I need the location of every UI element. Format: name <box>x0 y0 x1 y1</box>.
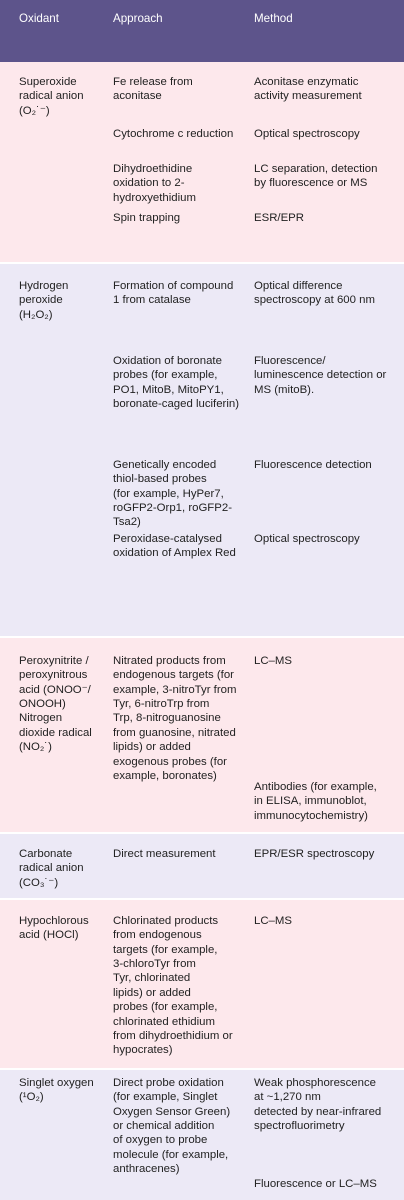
table-header <box>0 0 404 62</box>
header-oxidant: Oxidant <box>19 12 59 25</box>
oxidant-cell: Singlet oxygen (¹O₂) <box>19 1077 94 1104</box>
oxidant-cell: Superoxide radical anion (O₂˙⁻) <box>19 76 84 117</box>
approach-cell: Spin trapping <box>113 212 181 224</box>
header-approach: Approach <box>113 12 163 25</box>
group-superoxide <box>0 62 404 262</box>
oxidant-cell: Peroxynitrite / peroxynitrous acid (ONOO⁻/ ONOOH) Nitrogen dioxide radical (NO₂˙) <box>19 655 92 754</box>
method-cell: Optical difference spectroscopy at 600 nm <box>254 280 375 307</box>
approach-cell: Direct probe oxidation (for example, Singlet Oxygen Sensor Green) or chemical addition of oxygen to probe molecule (for example, anthracenes) <box>113 1077 231 1176</box>
method-cell: LC–MS <box>254 915 292 927</box>
group-singlet-oxygen <box>0 1070 404 1200</box>
group-carbonate <box>0 834 404 898</box>
group-hydrogen-peroxide <box>0 264 404 636</box>
method-cell: ESR/EPR <box>254 212 305 224</box>
approach-cell: Cytochrome c reduction <box>113 128 234 140</box>
method-cell: LC–MS <box>254 655 292 667</box>
method-cell: Optical spectroscopy <box>254 533 360 545</box>
method-cell: EPR/ESR spectroscopy <box>254 848 375 860</box>
approach-cell: Oxidation of boronate probes (for example, PO1, MitoB, MitoPY1, boronate-caged luciferin) <box>113 355 240 411</box>
header-method: Method <box>254 12 293 25</box>
approach-cell: Chlorinated products from endogenous targets (for example, 3-chloroTyr from Tyr, chlorinated lipids) or added probes (for example, chlorinated ethidium from dihydroethidium or hypocrates) <box>113 915 233 1057</box>
method-cell: Optical spectroscopy <box>254 128 360 140</box>
method-cell: Fluorescence detection <box>254 459 372 471</box>
method-cell: Weak phosphorescence at ~1,270 nm detected by near-infrared spectrofluorimetry <box>254 1077 382 1133</box>
approach-cell: Peroxidase-catalysed oxidation of Amplex Red <box>113 533 236 560</box>
method-cell: Antibodies (for example, in ELISA, immunoblot, immunocytochemistry) <box>254 781 377 822</box>
oxidant-cell: Hydrogen peroxide (H₂O₂) <box>19 280 69 321</box>
method-cell: Fluorescence or LC–MS <box>254 1178 377 1190</box>
approach-cell: Nitrated products from endogenous targets (for example, 3-nitroTyr from Tyr, 6-nitroTrp from Trp, 8-nitroguanosine from guanosine, nitrated lipids) or added exogenous probes (for example, boronates) <box>113 655 237 782</box>
approach-cell: Direct measurement <box>113 848 216 860</box>
group-peroxynitrite <box>0 638 404 832</box>
approach-cell: Fe release from aconitase <box>113 76 193 103</box>
method-cell: LC separation, detection by fluorescence or MS <box>254 163 378 190</box>
method-cell: Fluorescence/ luminescence detection or MS (mitoB). <box>254 355 387 396</box>
oxidant-cell: Hypochlorous acid (HOCl) <box>19 915 89 942</box>
approach-cell: Dihydroethidine oxidation to 2- hydroxyethidium <box>113 163 196 204</box>
method-cell: Aconitase enzymatic activity measurement <box>254 76 362 103</box>
approach-cell: Genetically encoded thiol-based probes (for example, HyPer7, roGFP2-Orp1, roGFP2- Tsa2) <box>113 459 232 529</box>
group-hypochlorous <box>0 900 404 1068</box>
oxidant-cell: Carbonate radical anion (CO₃˙⁻) <box>19 848 84 889</box>
approach-cell: Formation of compound 1 from catalase <box>113 280 234 307</box>
